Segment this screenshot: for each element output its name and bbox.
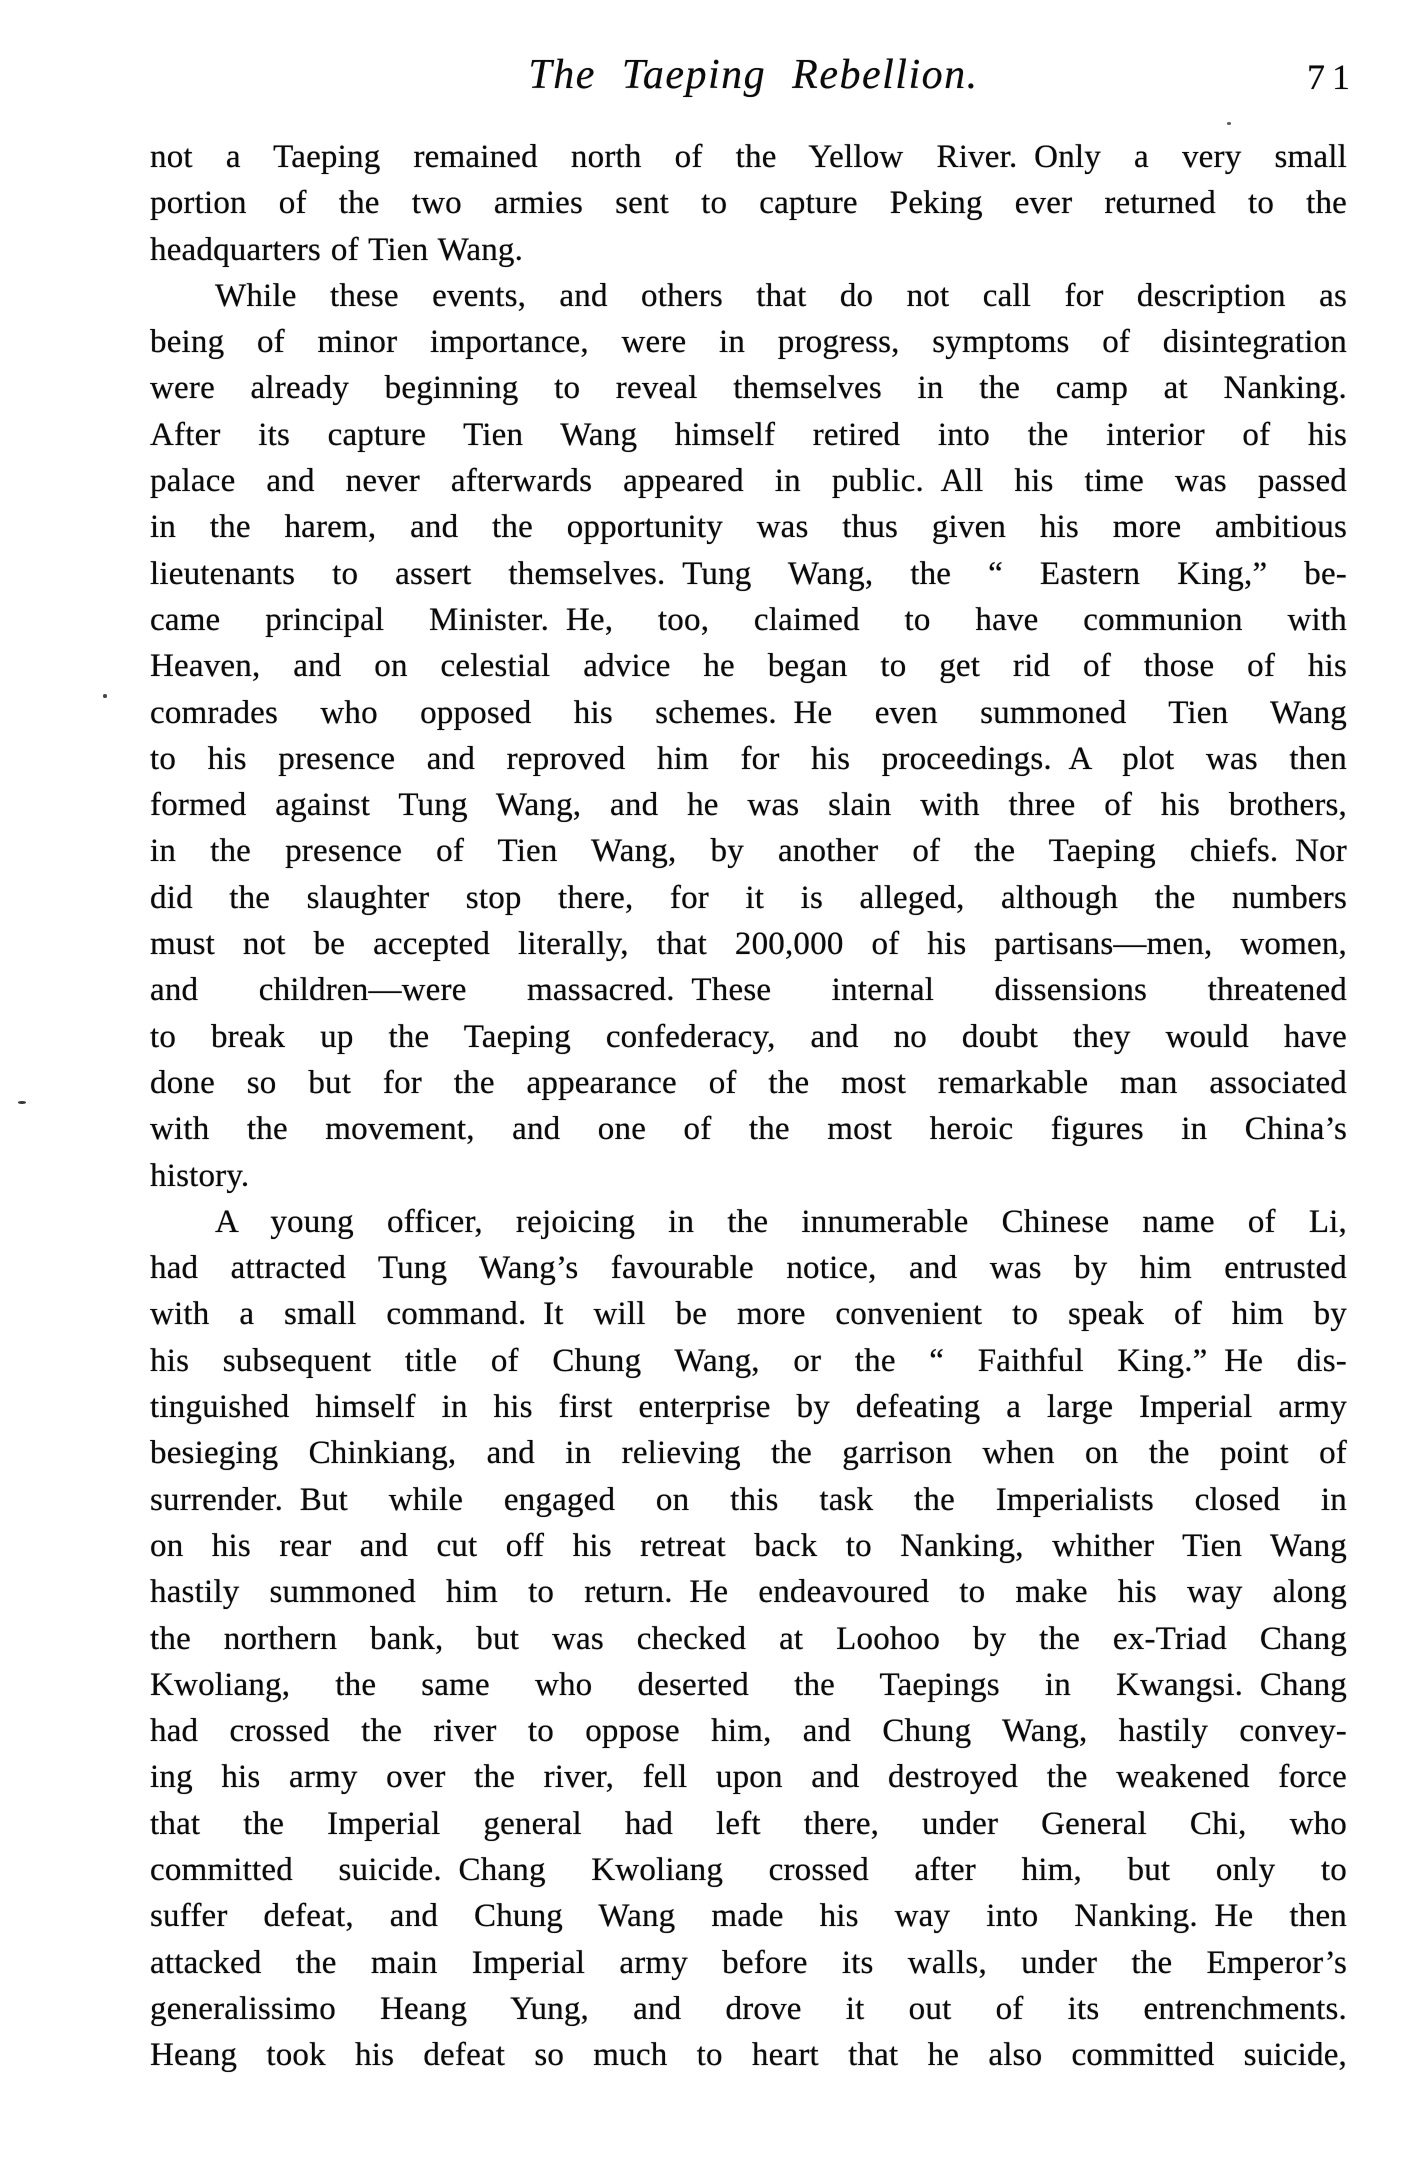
scan-speck: [103, 694, 107, 698]
text-line: palace and never afterwards appeared in public. All his time was passed: [150, 463, 1347, 500]
text-line: in the presence of Tien Wang, by another of the Taeping chiefs. Nor: [150, 833, 1347, 870]
paragraph: [150, 134, 1347, 273]
text-line: not a Taeping remained north of the Yellow River. Only a very small: [150, 139, 1347, 175]
paragraph: [150, 1199, 1347, 2079]
text-line: and children—were massacred. These internal dissensions threatened: [150, 972, 1347, 1009]
text-line: had attracted Tung Wang’s favourable notice, and was by him entrusted: [150, 1250, 1347, 1287]
text-line: Kwoliang, the same who deserted the Taepings in Kwangsi. Chang: [150, 1666, 1347, 1703]
text-line: formed against Tung Wang, and he was slain with three of his brothers,: [150, 787, 1347, 824]
text-line: with a small command. It will be more convenient to speak of him by: [150, 1296, 1347, 1333]
text-line: to his presence and reproved him for his proceedings. A plot was then: [150, 740, 1347, 777]
text-line: generalissimo Heang Yung, and drove it out of its entrenchments.: [150, 1990, 1347, 2027]
text-line: with the movement, and one of the most heroic figures in China’s: [150, 1111, 1347, 1148]
text-line: on his rear and cut off his retreat back to Nanking, whither Tien Wang: [150, 1527, 1347, 1564]
text-line: Heaven, and on celestial advice he began to get rid of those of his: [150, 648, 1347, 685]
text-line: came principal Minister. He, too, claimed to have communion with: [150, 601, 1347, 638]
text-line: in the harem, and the opportunity was thus given his more ambitious: [150, 509, 1347, 546]
page-number: 71: [1307, 57, 1357, 97]
body-text: [150, 134, 1347, 2078]
text-line: A young officer, rejoicing in the innumerable Chinese name of Li,: [215, 1203, 1347, 1240]
text-line: had crossed the river to oppose him, and Chung Wang, hastily convey-: [150, 1713, 1347, 1750]
text-line: lieutenants to assert themselves. Tung Wang, the “ Eastern King,” be-: [150, 555, 1347, 592]
text-line: attacked the main Imperial army before its walls, under the Emperor’s: [150, 1944, 1347, 1981]
text-line: must not be accepted literally, that 200,000 of his partisans—men, women,: [150, 926, 1347, 963]
page-title: The Taeping Rebellion.: [528, 52, 979, 98]
text-line: After its capture Tien Wang himself retired into the interior of his: [150, 416, 1347, 453]
text-line: his subsequent title of Chung Wang, or the “ Faithful King.” He dis-: [150, 1342, 1347, 1379]
text-line: committed suicide. Chang Kwoliang crossed after him, but only to: [150, 1851, 1347, 1888]
text-line: were already beginning to reveal themselves in the camp at Nanking.: [150, 370, 1347, 407]
scan-speck: [18, 1101, 26, 1104]
text-line: portion of the two armies sent to capture Peking ever returned to the: [150, 185, 1347, 222]
text-line: done so but for the appearance of the most remarkable man associated: [150, 1064, 1347, 1101]
text-line: to break up the Taeping confederacy, and no doubt they would have: [150, 1018, 1347, 1055]
text-line: hastily summoned him to return. He endeavoured to make his way along: [150, 1574, 1347, 1611]
text-line: suffer defeat, and Chung Wang made his way into Nanking. He then: [150, 1898, 1347, 1935]
text-line: surrender. But while engaged on this task the Imperialists closed in: [150, 1481, 1347, 1518]
text-line: that the Imperial general had left there, under General Chi, who: [150, 1805, 1347, 1842]
text-line: the northern bank, but was checked at Loohoo by the ex-Triad Chang: [150, 1620, 1347, 1657]
text-line: did the slaughter stop there, for it is alleged, although the numbers: [150, 879, 1347, 916]
text-line: headquarters of Tien Wang.: [150, 231, 524, 268]
text-line: Heang took his defeat so much to heart that he also committed suicide,: [150, 2037, 1347, 2074]
paragraph: [150, 273, 1347, 1199]
text-line: comrades who opposed his schemes. He even summoned Tien Wang: [150, 694, 1347, 731]
text-line: besieging Chinkiang, and in relieving the garrison when on the point of: [150, 1435, 1347, 1472]
text-line: tinguished himself in his first enterprise by defeating a large Imperial army: [150, 1389, 1347, 1426]
scan-speck: [1227, 122, 1231, 125]
text-line: history.: [150, 1157, 250, 1194]
text-line: ing his army over the river, fell upon and destroyed the weakened force: [150, 1759, 1347, 1796]
text-line: being of minor importance, were in progress, symptoms of disintegration: [150, 324, 1347, 361]
text-line: While these events, and others that do not call for description as: [215, 277, 1347, 314]
page-header: [150, 50, 1357, 100]
